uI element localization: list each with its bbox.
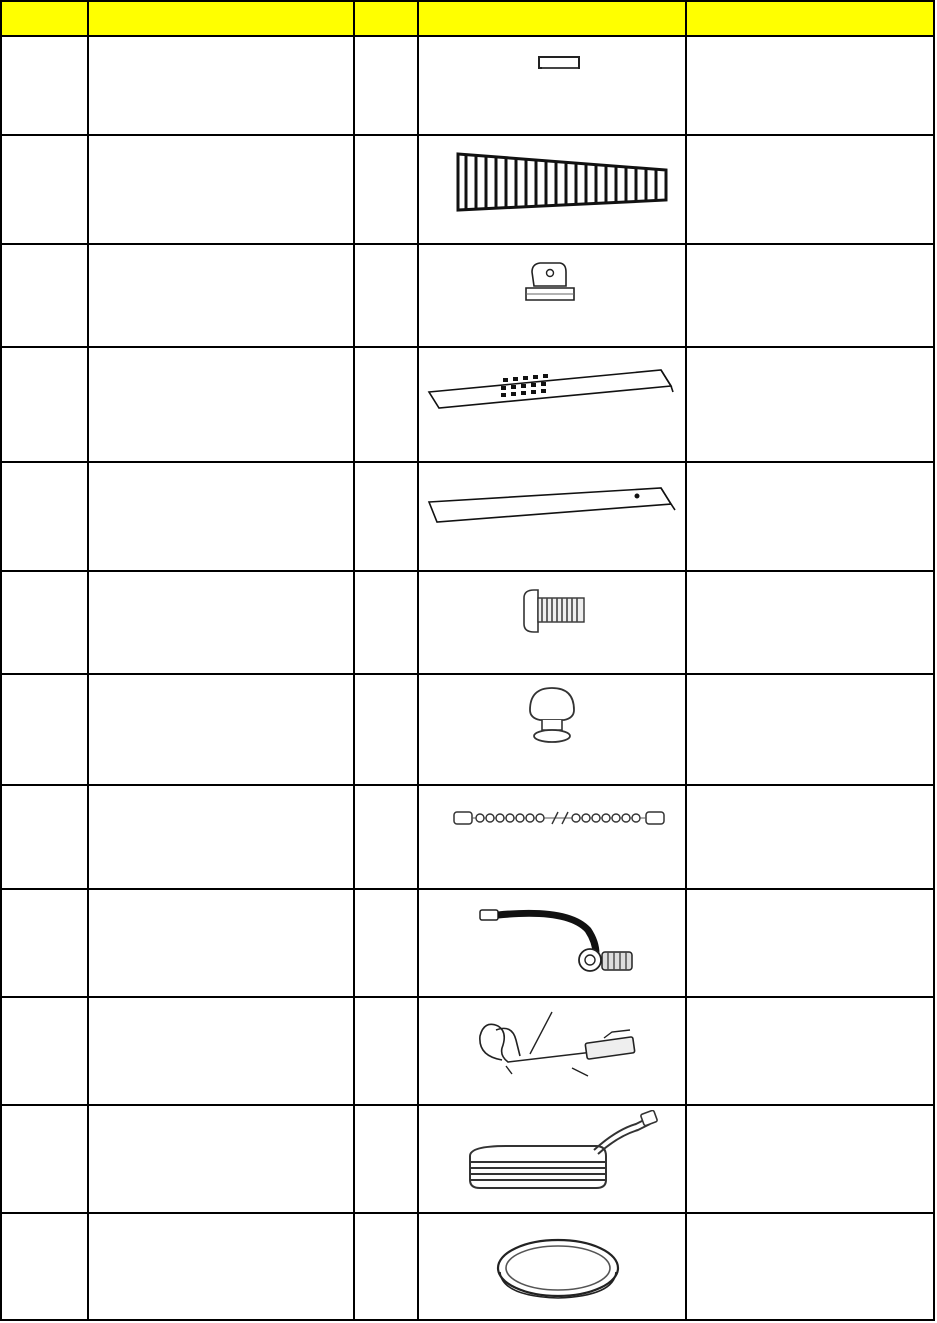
grid-line [417,0,419,1321]
knob-icon [526,686,578,744]
mounting-clip-icon [520,258,580,306]
coiled-hose-icon [466,1110,662,1192]
grid-line [353,0,355,1321]
grille-icon [452,150,674,214]
label-icon [538,56,580,70]
table-row [0,675,935,786]
bead-chain-icon [452,806,666,830]
clip-connector-icon [472,1010,644,1082]
grid-line [933,0,935,1321]
grid-line [685,0,687,1321]
grid-line [0,0,2,1321]
perforated-strip-icon [425,362,679,414]
table-row [0,572,935,675]
table-row [0,1214,935,1321]
table-row [0,998,935,1106]
grid-line [87,0,89,1321]
screw-icon [522,588,588,634]
table-header [0,0,935,37]
table-row [0,37,935,136]
sealing-ring-icon [494,1236,622,1302]
table-row [0,786,935,890]
table-row [0,245,935,348]
flat-strip-icon [425,484,679,528]
table-row [0,890,935,998]
hose-adapter-icon [478,902,644,980]
